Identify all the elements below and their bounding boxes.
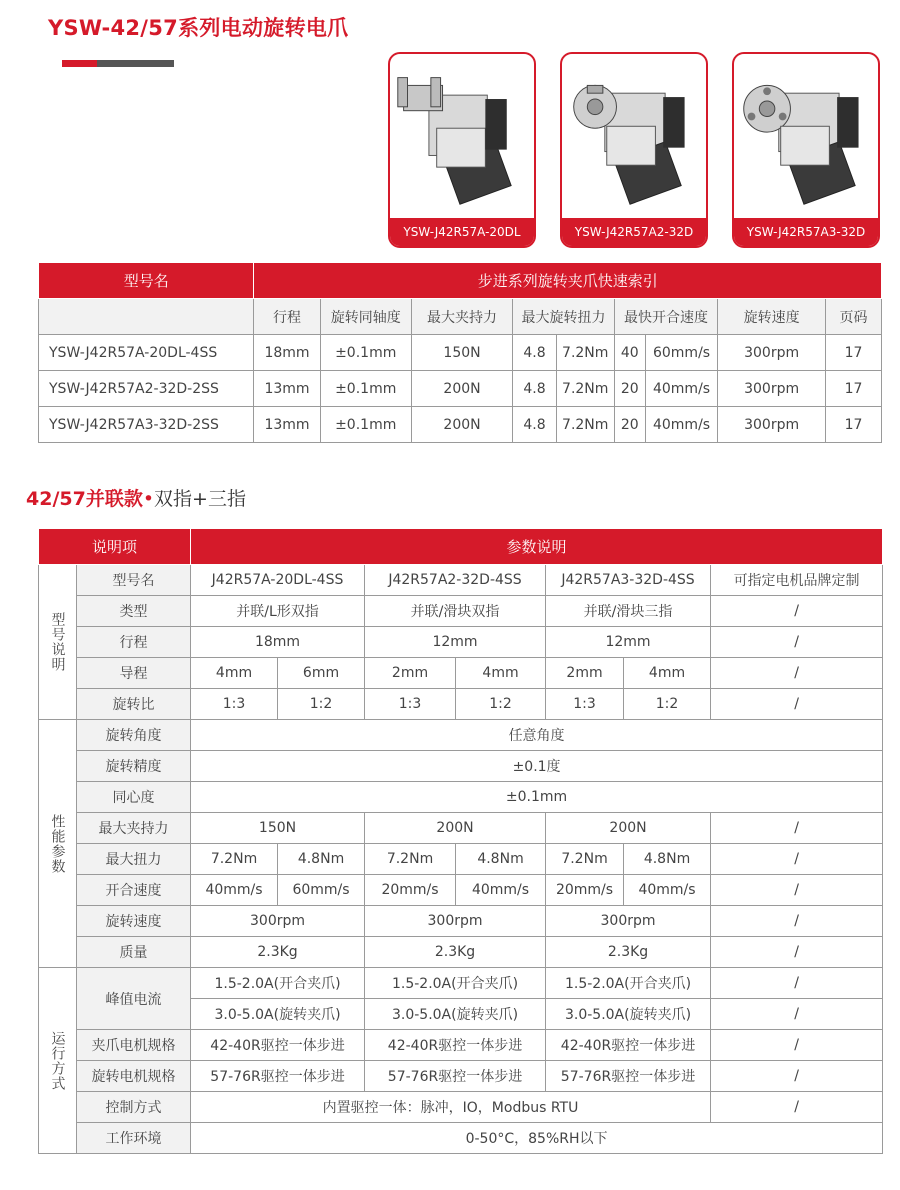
table-cell: 300rpm — [718, 335, 826, 371]
table-cell: 并联/滑块三指 — [546, 596, 711, 627]
table-cell: 3.0-5.0A(旋转夹爪) — [546, 999, 711, 1030]
group-label: 运行方式 — [39, 968, 77, 1154]
index-subheader: 最大旋转扭力 — [513, 299, 614, 335]
table-cell: 150N — [411, 335, 512, 371]
table-cell: 旋转角度 — [77, 720, 191, 751]
table-cell: 300rpm — [191, 906, 365, 937]
table-cell: 2.3Kg — [191, 937, 365, 968]
table-cell: 7.2Nm — [546, 844, 624, 875]
table-cell: 型号名 — [77, 565, 191, 596]
table-cell: 13mm — [254, 407, 320, 443]
table-cell: ±0.1mm — [191, 782, 883, 813]
table-cell: / — [711, 1092, 883, 1123]
table-cell: 40mm/s — [624, 875, 711, 906]
table-cell: 42-40R驱控一体步进 — [365, 1030, 546, 1061]
table-cell: 4.8 — [513, 335, 556, 371]
table-cell: 7.2Nm — [191, 844, 278, 875]
spec-header-params: 参数说明 — [191, 529, 883, 565]
table-cell: 20mm/s — [365, 875, 456, 906]
table-cell: / — [711, 596, 883, 627]
table-cell: / — [711, 658, 883, 689]
table-cell: 开合速度 — [77, 875, 191, 906]
table-cell: 并联/L形双指 — [191, 596, 365, 627]
table-cell: 3.0-5.0A(旋转夹爪) — [191, 999, 365, 1030]
table-cell: 40mm/s — [645, 371, 717, 407]
table-cell: / — [711, 844, 883, 875]
table-cell: 旋转比 — [77, 689, 191, 720]
index-subheader: 行程 — [254, 299, 320, 335]
group-label: 型号说明 — [39, 565, 77, 720]
table-cell: 0-50°C，85%RH以下 — [191, 1123, 883, 1154]
table-cell: 4.8Nm — [624, 844, 711, 875]
table-cell: 300rpm — [546, 906, 711, 937]
table-cell: 200N — [411, 371, 512, 407]
table-cell: YSW-J42R57A3-32D-2SS — [39, 407, 254, 443]
table-cell: 2mm — [365, 658, 456, 689]
two-finger-l-gripper-photo — [390, 54, 534, 218]
table-cell: 7.2Nm — [556, 407, 614, 443]
spec-header-item: 说明项 — [39, 529, 191, 565]
table-cell: 17 — [825, 335, 881, 371]
table-cell: 1:3 — [191, 689, 278, 720]
table-cell: 1:2 — [624, 689, 711, 720]
table-cell: / — [711, 627, 883, 658]
table-cell: 控制方式 — [77, 1092, 191, 1123]
table-cell: 峰值电流 — [77, 968, 191, 1030]
group-label: 性能参数 — [39, 720, 77, 968]
index-subheader: 旋转速度 — [718, 299, 826, 335]
table-cell: / — [711, 937, 883, 968]
table-cell: 18mm — [191, 627, 365, 658]
table-cell: 工作环境 — [77, 1123, 191, 1154]
table-cell: 1:3 — [365, 689, 456, 720]
table-cell: ±0.1mm — [320, 335, 411, 371]
table-cell: 200N — [411, 407, 512, 443]
title-underline — [62, 60, 174, 67]
table-row — [39, 407, 882, 443]
table-cell: 200N — [546, 813, 711, 844]
table-cell: 60mm/s — [645, 335, 717, 371]
page-title: YSW-42/57系列电动旋转电爪 — [48, 16, 349, 40]
table-cell: 40mm/s — [645, 407, 717, 443]
index-subheader: 最快开合速度 — [614, 299, 718, 335]
table-cell: 4.8Nm — [278, 844, 365, 875]
table-cell: 42-40R驱控一体步进 — [546, 1030, 711, 1061]
product-caption: YSW-J42R57A3-32D — [734, 218, 878, 246]
table-cell: 质量 — [77, 937, 191, 968]
table-cell: 旋转速度 — [77, 906, 191, 937]
product-caption: YSW-J42R57A-20DL — [390, 218, 534, 246]
table-cell: 12mm — [365, 627, 546, 658]
section-title: 42/57并联款•双指+三指 — [26, 488, 246, 510]
table-cell: 40mm/s — [191, 875, 278, 906]
table-cell: 20mm/s — [546, 875, 624, 906]
table-cell: 6mm — [278, 658, 365, 689]
table-cell: 4.8 — [513, 407, 556, 443]
table-cell: 1:3 — [546, 689, 624, 720]
table-cell: 7.2Nm — [365, 844, 456, 875]
product-card-1 — [388, 52, 536, 248]
table-cell: / — [711, 875, 883, 906]
table-cell: 300rpm — [718, 371, 826, 407]
table-cell: 57-76R驱控一体步进 — [191, 1061, 365, 1092]
table-row — [39, 335, 882, 371]
table-cell: ±0.1mm — [320, 407, 411, 443]
table-cell: 最大扭力 — [77, 844, 191, 875]
table-cell: ±0.1mm — [320, 371, 411, 407]
table-cell: 20 — [614, 371, 645, 407]
table-cell: J42R57A2-32D-4SS — [365, 565, 546, 596]
product-card-3 — [732, 52, 880, 248]
table-cell: / — [711, 1061, 883, 1092]
table-cell: 42-40R驱控一体步进 — [191, 1030, 365, 1061]
table-cell: YSW-J42R57A-20DL-4SS — [39, 335, 254, 371]
table-cell: 最大夹持力 — [77, 813, 191, 844]
table-cell: 150N — [191, 813, 365, 844]
table-cell: 200N — [365, 813, 546, 844]
table-cell: ±0.1度 — [191, 751, 883, 782]
table-cell: 60mm/s — [278, 875, 365, 906]
table-cell: 3.0-5.0A(旋转夹爪) — [365, 999, 546, 1030]
index-subheader: 最大夹持力 — [411, 299, 512, 335]
table-cell: 4mm — [624, 658, 711, 689]
index-subheader: 页码 — [825, 299, 881, 335]
table-cell: 夹爪电机规格 — [77, 1030, 191, 1061]
table-cell: 4.8 — [513, 371, 556, 407]
table-cell: 18mm — [254, 335, 320, 371]
table-cell: 导程 — [77, 658, 191, 689]
table-cell: 20 — [614, 407, 645, 443]
table-cell: 类型 — [77, 596, 191, 627]
table-cell: 1.5-2.0A(开合夹爪) — [546, 968, 711, 999]
two-finger-slide-gripper-photo — [562, 54, 706, 218]
table-cell: 4.8Nm — [456, 844, 546, 875]
quick-index-table — [38, 262, 882, 443]
table-cell: 1.5-2.0A(开合夹爪) — [365, 968, 546, 999]
index-table-header: 步进系列旋转夹爪快速索引 — [254, 263, 882, 299]
table-cell: / — [711, 999, 883, 1030]
table-cell: 1:2 — [456, 689, 546, 720]
table-cell: 40mm/s — [456, 875, 546, 906]
table-cell: 300rpm — [365, 906, 546, 937]
spec-table — [38, 528, 883, 1154]
table-cell: 7.2Nm — [556, 335, 614, 371]
table-cell: 300rpm — [718, 407, 826, 443]
table-cell: J42R57A-20DL-4SS — [191, 565, 365, 596]
table-cell: 2.3Kg — [365, 937, 546, 968]
product-card-2 — [560, 52, 708, 248]
table-cell: 同心度 — [77, 782, 191, 813]
table-cell: 7.2Nm — [556, 371, 614, 407]
table-cell: YSW-J42R57A2-32D-2SS — [39, 371, 254, 407]
table-cell: 57-76R驱控一体步进 — [365, 1061, 546, 1092]
table-cell: 并联/滑块双指 — [365, 596, 546, 627]
product-caption: YSW-J42R57A2-32D — [562, 218, 706, 246]
three-finger-gripper-photo — [734, 54, 878, 218]
table-cell: 57-76R驱控一体步进 — [546, 1061, 711, 1092]
index-col-model-header: 型号名 — [39, 263, 254, 299]
table-cell: / — [711, 906, 883, 937]
table-cell: 1.5-2.0A(开合夹爪) — [191, 968, 365, 999]
table-cell: 17 — [825, 407, 881, 443]
table-cell: 旋转电机规格 — [77, 1061, 191, 1092]
table-cell: 旋转精度 — [77, 751, 191, 782]
table-cell: 12mm — [546, 627, 711, 658]
table-cell — [39, 299, 254, 335]
table-cell: 1:2 — [278, 689, 365, 720]
table-cell: 任意角度 — [191, 720, 883, 751]
table-cell: J42R57A3-32D-4SS — [546, 565, 711, 596]
table-cell: / — [711, 689, 883, 720]
table-cell: / — [711, 1030, 883, 1061]
table-cell: 4mm — [191, 658, 278, 689]
table-cell: / — [711, 968, 883, 999]
table-cell: 可指定电机品牌定制 — [711, 565, 883, 596]
table-cell: 2mm — [546, 658, 624, 689]
table-cell: 内置驱控一体：脉冲，IO，Modbus RTU — [191, 1092, 711, 1123]
index-subheader: 旋转同轴度 — [320, 299, 411, 335]
table-cell: 17 — [825, 371, 881, 407]
table-row — [39, 371, 882, 407]
table-cell: 2.3Kg — [546, 937, 711, 968]
table-cell: 4mm — [456, 658, 546, 689]
table-cell: 40 — [614, 335, 645, 371]
table-cell: / — [711, 813, 883, 844]
table-cell: 13mm — [254, 371, 320, 407]
table-cell: 行程 — [77, 627, 191, 658]
